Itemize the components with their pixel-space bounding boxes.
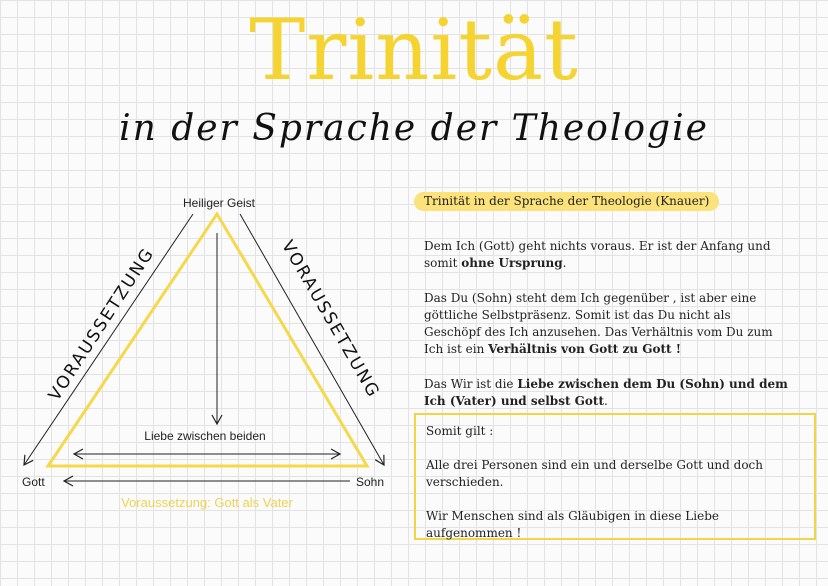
left-label: Gott — [22, 475, 45, 489]
bold-liebe: Liebe zwischen dem Du (Sohn) und dem Ich (Vater) und selbst Gott — [424, 377, 788, 408]
paragraph-wir: Das Wir ist die Liebe zwischen dem Du (Sohn) und dem Ich (Vater) und selbst Gott. — [424, 377, 788, 408]
bold-verhaeltnis: Verhältnis von Gott zu Gott ! — [488, 342, 682, 356]
right-side-text: VORAUSSETZUNG — [277, 237, 384, 402]
bottom-note: Voraussetzung: Gott als Vater — [121, 495, 293, 510]
page-title: Trinität — [249, 1, 579, 99]
inner-label: Liebe zwischen beiden — [144, 429, 266, 443]
bold-ohne-ursprung: ohne Ursprung — [461, 256, 563, 270]
page-subtitle: in der Sprache der Theologie — [119, 108, 709, 149]
conclusion-box — [414, 413, 816, 540]
right-side-arrow — [240, 214, 384, 465]
right-label: Sohn — [356, 475, 385, 489]
left-side-arrow — [24, 214, 193, 465]
left-side-text: VORAUSSETZUNG — [44, 243, 159, 405]
paragraph-du: Das Du (Sohn) steht dem Ich gegenüber , ist aber eine göttliche Selbstpräsenz. Somit ist das Du nicht als Geschöpf des Ich anzusehen. Das Verhältnis vom Du zum Ich ist ein Verhältnis von Gott zu Gott ! — [424, 291, 773, 356]
top-label: Heiliger Geist — [182, 196, 256, 210]
paragraph-ich: Dem Ich (Gott) geht nichts voraus. Er ist der Anfang und somit ohne Ursprung. — [424, 239, 771, 270]
conclusion-line-2: Wir Menschen sind als Gläubigen in diese Liebe aufgenommen ! — [426, 509, 719, 540]
explanation-text — [424, 238, 789, 428]
conclusion-line-1: Alle drei Personen sind ein und derselbe Gott und doch verschieden. — [426, 458, 764, 489]
conclusion-heading: Somit gilt : — [426, 424, 494, 438]
section-chip: Trinität in der Sprache der Theologie (Knauer) — [414, 192, 719, 211]
